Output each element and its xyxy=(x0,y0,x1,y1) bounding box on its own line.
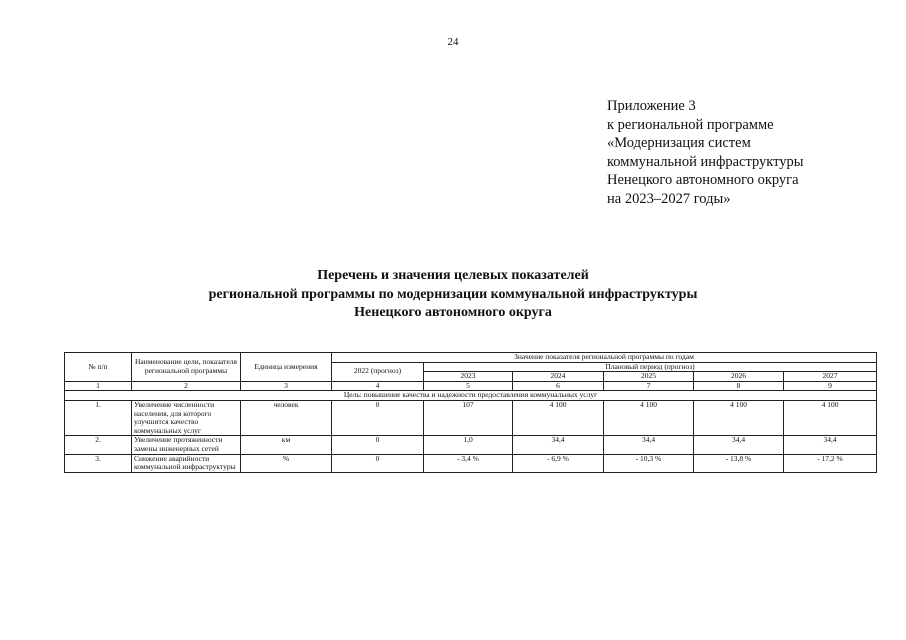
col-number: 2 xyxy=(132,381,241,391)
row-unit: % xyxy=(241,454,332,472)
row-value-2022: 0 xyxy=(332,400,424,435)
header-year: 2024 xyxy=(513,372,604,382)
row-value: 4 100 xyxy=(784,400,877,435)
row-value: 4 100 xyxy=(694,400,784,435)
table-row xyxy=(65,436,877,454)
appendix-line: Ненецкого автономного округа xyxy=(607,172,799,189)
header-num: № п/п xyxy=(65,353,132,382)
table-row xyxy=(65,400,877,435)
header-plan: Плановый период (прогноз) xyxy=(424,362,877,372)
row-name: Увеличение протяженности замены инженерных сетей xyxy=(132,436,241,454)
appendix-line: Приложение 3 xyxy=(607,98,696,114)
row-value: 34,4 xyxy=(513,436,604,454)
row-value: 1,0 xyxy=(424,436,513,454)
col-number: 4 xyxy=(332,381,424,391)
appendix-line: на 2023–2027 годы» xyxy=(607,190,731,207)
row-value: - 6,9 % xyxy=(513,454,604,472)
appendix-line: к региональной программе xyxy=(607,116,774,133)
appendix-note xyxy=(607,97,897,209)
row-value: 34,4 xyxy=(784,436,877,454)
header-2022: 2022 (прогноз) xyxy=(332,362,424,381)
row-value: 4 100 xyxy=(604,400,694,435)
row-value: - 17,2 % xyxy=(784,454,877,472)
title-line: региональной программы по модернизации коммунальной инфраструктуры xyxy=(208,286,698,302)
header-year: 2023 xyxy=(424,372,513,382)
indicators-table xyxy=(64,352,877,473)
row-value-2022: 0 xyxy=(332,436,424,454)
col-number: 9 xyxy=(784,381,877,391)
table-row xyxy=(65,454,877,472)
row-value-2022: 0 xyxy=(332,454,424,472)
header-row xyxy=(65,353,877,363)
row-name: Снижение аварийности коммунальной инфраструктуры xyxy=(132,454,241,472)
column-numbers-row xyxy=(65,381,877,391)
appendix-line: коммунальной инфраструктуры xyxy=(607,153,804,170)
title-line: Перечень и значения целевых показателей xyxy=(317,268,589,283)
row-value: 34,4 xyxy=(694,436,784,454)
col-number: 5 xyxy=(424,381,513,391)
row-value: 107 xyxy=(424,400,513,435)
row-value: - 13,8 % xyxy=(694,454,784,472)
header-values: Значение показателя региональной программы по годам xyxy=(332,353,877,363)
row-value: 34,4 xyxy=(604,436,694,454)
col-number: 6 xyxy=(513,381,604,391)
header-year: 2025 xyxy=(604,372,694,382)
col-number: 8 xyxy=(694,381,784,391)
document-title xyxy=(0,267,906,323)
row-value: - 3,4 % xyxy=(424,454,513,472)
col-number: 7 xyxy=(604,381,694,391)
col-number: 1 xyxy=(65,381,132,391)
header-year: 2026 xyxy=(694,372,784,382)
header-year: 2027 xyxy=(784,372,877,382)
goal-row xyxy=(65,391,877,401)
appendix-line: «Модернизация систем xyxy=(607,135,751,152)
col-number: 3 xyxy=(241,381,332,391)
row-number: 3. xyxy=(65,454,132,472)
row-number: 1. xyxy=(65,400,132,435)
goal-text: Цель: повышение качества и надежности предоставления коммунальных услуг xyxy=(65,391,877,401)
row-unit: км xyxy=(241,436,332,454)
header-unit: Единица измерения xyxy=(241,353,332,382)
row-unit: человек xyxy=(241,400,332,435)
row-number: 2. xyxy=(65,436,132,454)
row-value: - 10,3 % xyxy=(604,454,694,472)
title-line: Ненецкого автономного округа xyxy=(354,305,552,320)
row-value: 4 100 xyxy=(513,400,604,435)
row-name: Увеличение численности населения, для которого улучшится качество коммунальных услуг xyxy=(132,400,241,435)
page-number: 24 xyxy=(447,36,459,48)
header-name: Наименование цели, показателя региональной программы xyxy=(132,353,241,382)
